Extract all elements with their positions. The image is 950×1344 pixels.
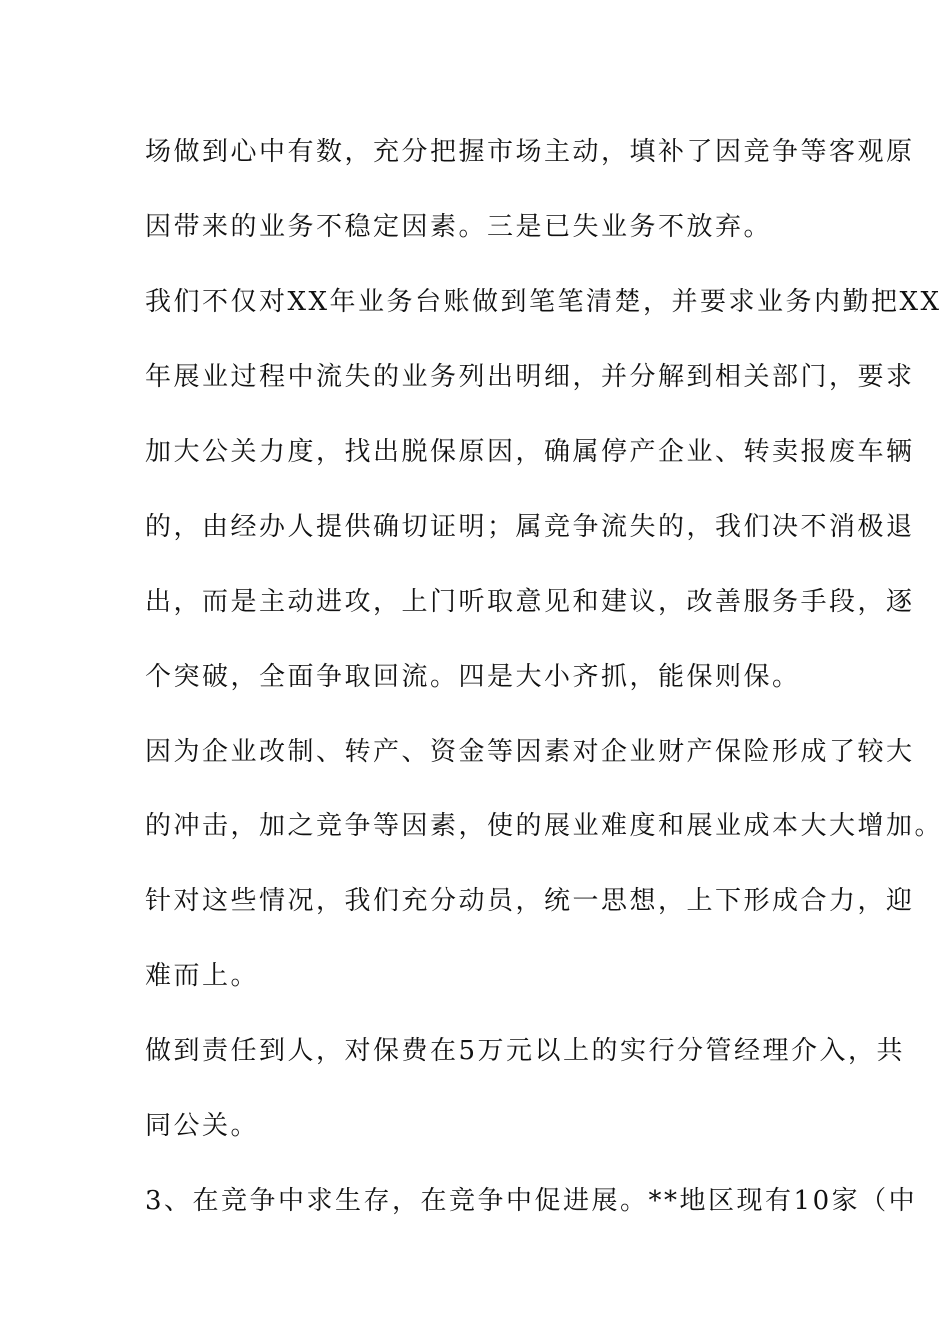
- text-line: 3、在竞争中求生存，在竞争中促进展。**地区现有10家（中: [145, 1186, 918, 1216]
- text-line: 因带来的业务不稳定因素。三是已失业务不放弃。: [145, 212, 773, 242]
- text-line: 个突破，全面争取回流。四是大小齐抓，能保则保。: [145, 662, 801, 692]
- text-line: 因为企业改制、转产、资金等因素对企业财产保险形成了较大: [145, 737, 915, 767]
- text-line: 难而上。: [145, 961, 260, 991]
- text-line: 的，由经办人提供确切证明；属竞争流失的，我们决不消极退: [145, 512, 915, 542]
- text-line: 做到责任到人，对保费在5万元以上的实行分管经理介入，共: [145, 1036, 906, 1066]
- text-line: 同公关。: [145, 1111, 260, 1141]
- text-line: 针对这些情况，我们充分动员，统一思想，上下形成合力，迎: [145, 886, 915, 916]
- text-line: 场做到心中有数，充分把握市场主动，填补了因竞争等客观原: [145, 137, 915, 167]
- text-line: 的冲击，加之竞争等因素，使的展业难度和展业成本大大增加。: [145, 811, 944, 841]
- text-line: 我们不仅对XX年业务台账做到笔笔清楚，并要求业务内勤把XX: [145, 287, 942, 317]
- text-line: 加大公关力度，找出脱保原因，确属停产企业、转卖报废车辆: [145, 437, 915, 467]
- text-line: 出，而是主动进攻，上门听取意见和建议，改善服务手段，逐: [145, 587, 915, 617]
- text-line: 年展业过程中流失的业务列出明细，并分解到相关部门，要求: [145, 362, 915, 392]
